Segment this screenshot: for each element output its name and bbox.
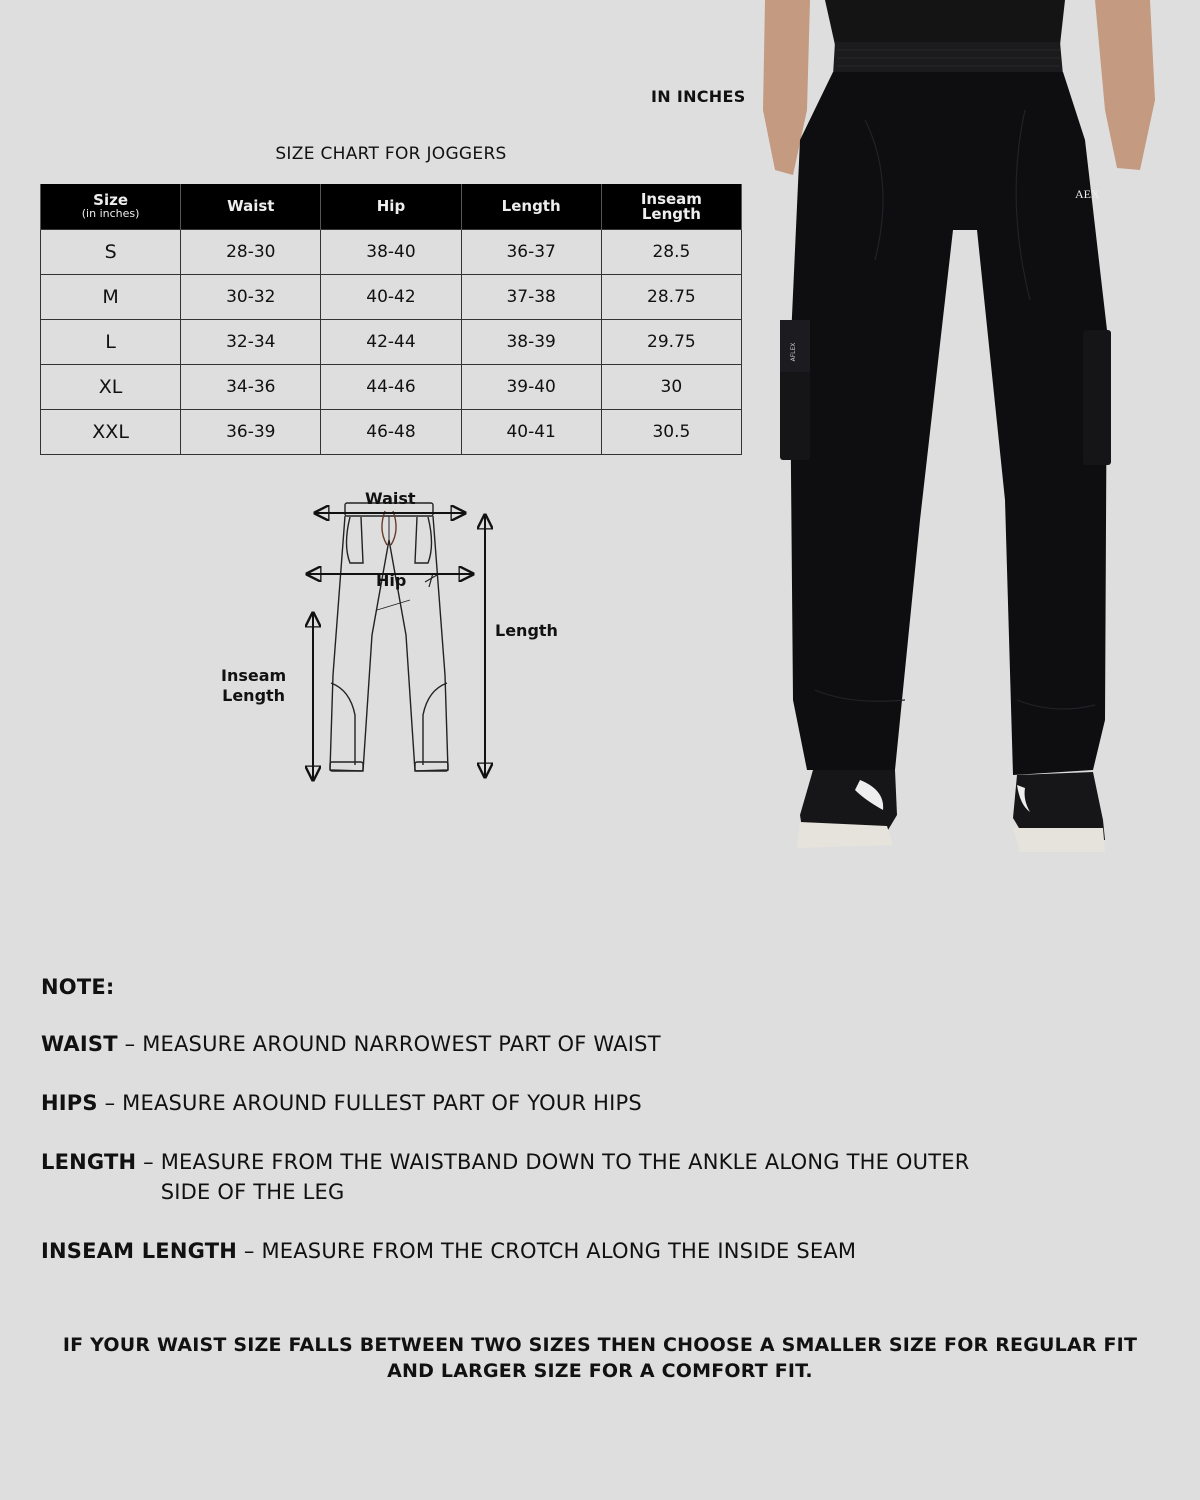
- cell-length: 37-38: [461, 275, 601, 320]
- waist-label: Waist: [365, 489, 416, 508]
- cell-size: M: [41, 275, 181, 320]
- hip-label: Hip: [376, 571, 407, 590]
- cell-length: 40-41: [461, 410, 601, 455]
- product-photo: [755, 0, 1200, 870]
- note-key: INSEAM LENGTH: [41, 1239, 237, 1263]
- cell-waist: 32-34: [181, 320, 321, 365]
- measurement-diagram: [215, 485, 565, 790]
- cell-length: 38-39: [461, 320, 601, 365]
- cell-length: 39-40: [461, 365, 601, 410]
- cell-waist: 28-30: [181, 230, 321, 275]
- table-header-row: [41, 184, 742, 230]
- note-key: LENGTH: [41, 1150, 137, 1174]
- inseam-length-label: [221, 666, 286, 706]
- cell-inseam: 28.5: [601, 230, 741, 275]
- note-value: MEASURE FROM THE WAISTBAND DOWN TO THE ANKLE ALONG THE OUTER SIDE OF THE LEG: [160, 1150, 970, 1204]
- note-item-waist: [41, 1029, 1041, 1059]
- note-item-hips: [41, 1088, 1041, 1118]
- cell-hip: 44-46: [321, 365, 461, 410]
- note-item-length: [41, 1147, 1001, 1207]
- pocket-label: AFLEX: [790, 342, 797, 362]
- model-wearing-joggers-image: [755, 0, 1200, 870]
- cell-inseam: 28.75: [601, 275, 741, 320]
- length-label: Length: [495, 621, 558, 640]
- size-chart-table: [40, 184, 742, 455]
- column-header-length: Length: [461, 184, 601, 230]
- inseam-label-line: Inseam: [221, 666, 287, 685]
- cell-hip: 42-44: [321, 320, 461, 365]
- column-header-waist: Waist: [181, 184, 321, 230]
- note-separator: –: [97, 1091, 123, 1115]
- note-value: MEASURE AROUND FULLEST PART OF YOUR HIPS: [122, 1091, 642, 1115]
- table-row: [41, 410, 742, 455]
- note-value: MEASURE AROUND NARROWEST PART OF WAIST: [142, 1032, 661, 1056]
- table-row: [41, 230, 742, 275]
- note-key: WAIST: [41, 1032, 118, 1056]
- cell-length: 36-37: [461, 230, 601, 275]
- brand-logo: AEX: [1075, 187, 1100, 201]
- chart-title: SIZE CHART FOR JOGGERS: [275, 144, 507, 164]
- cell-size: L: [41, 320, 181, 365]
- note-item-inseam-length: [41, 1236, 1041, 1266]
- note-key: HIPS: [41, 1091, 98, 1115]
- measurement-notes: [41, 975, 1041, 1295]
- cell-inseam: 29.75: [601, 320, 741, 365]
- cell-waist: 36-39: [181, 410, 321, 455]
- note-separator: –: [136, 1150, 161, 1174]
- cell-inseam: 30.5: [601, 410, 741, 455]
- cell-size: XXL: [41, 410, 181, 455]
- note-separator: –: [117, 1032, 143, 1056]
- table-row: [41, 320, 742, 365]
- note-value: MEASURE FROM THE CROTCH ALONG THE INSIDE SEAM: [261, 1239, 857, 1263]
- notes-heading: NOTE:: [41, 975, 115, 999]
- column-header-label: Size: [93, 191, 129, 209]
- table-row: [41, 365, 742, 410]
- column-header-inseam: [601, 184, 741, 230]
- column-header-label: Length: [641, 204, 701, 223]
- inseam-label-line: Length: [222, 686, 286, 705]
- cell-size: S: [41, 230, 181, 275]
- note-separator: –: [237, 1239, 262, 1263]
- cell-size: XL: [41, 365, 181, 410]
- cell-hip: 46-48: [321, 410, 461, 455]
- column-header-hip: Hip: [321, 184, 461, 230]
- cell-waist: 34-36: [181, 365, 321, 410]
- cell-waist: 30-32: [181, 275, 321, 320]
- column-header-label: Inseam: [640, 189, 702, 208]
- units-label: IN INCHES: [651, 87, 746, 106]
- column-header-sublabel: (in inches): [81, 207, 140, 220]
- fit-advice: IF YOUR WAIST SIZE FALLS BETWEEN TWO SIZES THEN CHOOSE A SMALLER SIZE FOR REGULAR FIT AND LARGER SIZE FOR A COMFORT FIT.: [62, 1334, 1138, 1382]
- cell-inseam: 30: [601, 365, 741, 410]
- table-row: [41, 275, 742, 320]
- cell-hip: 40-42: [321, 275, 461, 320]
- column-header-size: [41, 184, 181, 230]
- cell-hip: 38-40: [321, 230, 461, 275]
